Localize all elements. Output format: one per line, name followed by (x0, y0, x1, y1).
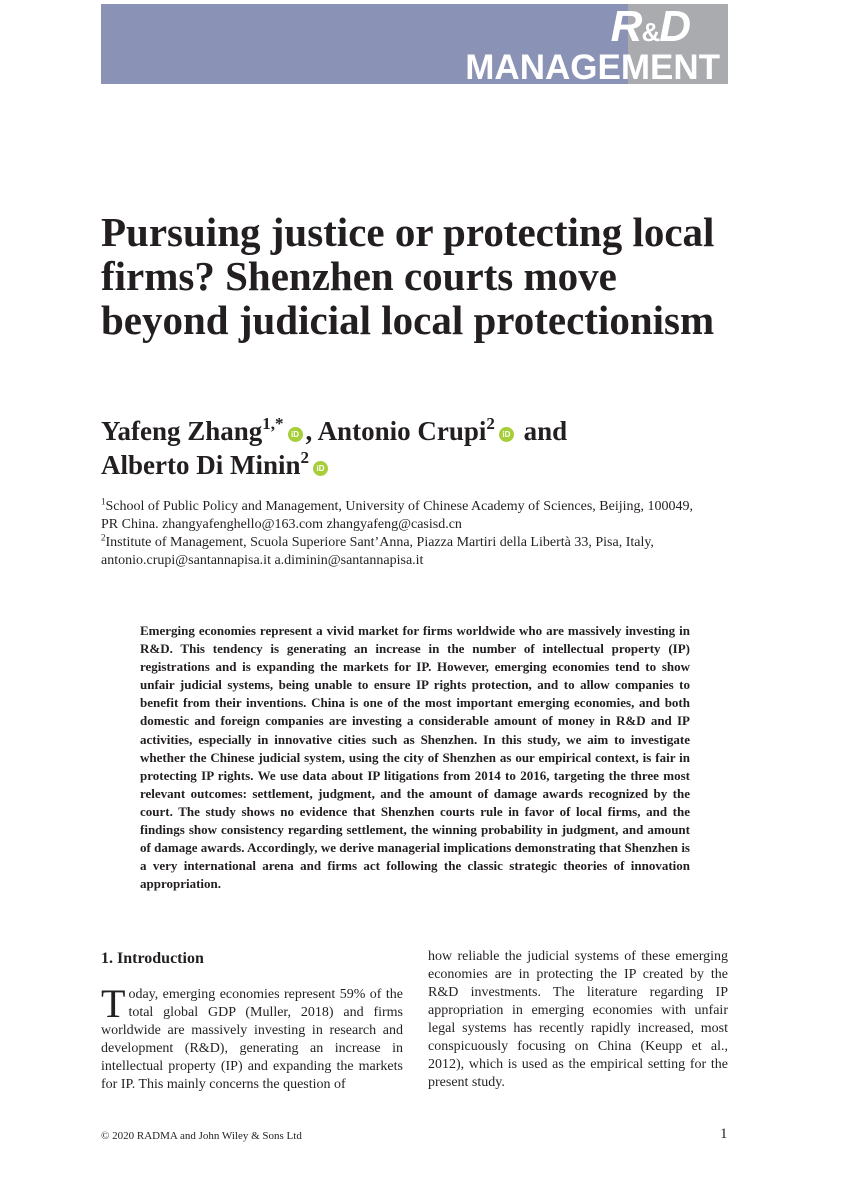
orcid-icon[interactable]: iD (499, 427, 514, 442)
drop-cap: T (101, 981, 126, 1026)
author-list: Yafeng Zhang$^{1,*}$iD , Antonio Crupi$^2$iD and Alberto Di Minin$^2$iD (101, 414, 568, 480)
author-affil-marker: 2 (486, 414, 495, 433)
author-name: Yafeng Zhang (101, 416, 263, 446)
author-affil-marker: 2 (300, 448, 309, 467)
journal-logo-management: MANAGEMENT (465, 48, 720, 84)
section-heading: 1. Introduction (101, 950, 204, 967)
journal-banner (101, 4, 728, 84)
orcid-icon[interactable]: iD (288, 427, 303, 442)
abstract: Emerging economies represent a vivid market for firms worldwide who are massively investing in R&D. This tendency is generating an increase in the number of intellectual property (IP) registrations and is expanding the markets for IP. However, emerging economies tend to show unfair judicial systems, being unable to ensure IP rights protection, and to allow companies to benefit from their inventions. China is one of the most important emerging economies, and both domestic and foreign companies are investing a considerable amount of money in R&D and IP activities, especially in innovative cities such as Shenzhen. In this study, we aim to investigate whether the Chinese judicial system, using the city of Shenzhen as our empirical context, is fair in protecting IP rights. We use data about IP litigations from 2014 to 2016, targeting the three most relevant outcomes: settlement, judgment, and the amount of damage awards recognized by the court. The study shows no evidence that Shenzhen courts rule in favor of local firms, and the findings show consistency regarding settlement, the winning probability in judgment, and amount of damage awards. Accordingly, we derive managerial implications demonstrating that Shenzhen is a very international arena and firms act following the classic strategic theories of innovation appropriation. (140, 623, 690, 892)
journal-logo-rd: R&D (610, 4, 690, 51)
paper-title: Pursuing justice or protecting local firms? Shenzhen courts move beyond judicial local protectionism (101, 209, 715, 343)
body-column-right: how reliable the judicial systems of these emerging economies are in protecting the IP created by the R&D investments. The literature regarding IP appropriation in emerging economies with unfair legal systems has recently rapidly increased, most conspicuously focusing on China (Keupp et al., 2012), which is used as the empirical setting for the present study. (428, 949, 728, 1090)
affiliation-1: $^1$School of Public Policy and Management, University of Chinese Academy of Sciences, Beijing, 100049, PR China. zhangyafenghello@163.com zhangyafeng@casisd.cn (101, 496, 694, 532)
body-column-left: Today, emerging economies represent 59% of the total global GDP (Muller, 2018) and firms worldwide are massively investing in research and development (R&D), generating an increase in intellectual property (IP) and expanding the markets for IP. This mainly concerns the question of (101, 981, 403, 1092)
author-affil-marker: 1,* (262, 414, 284, 433)
affiliation-2: $^2$Institute of Management, Scuola Superiore Sant’Anna, Piazza Martiri della Libertà 33, Pisa, Italy, antonio.crupi@santannapisa.it a.diminin@santannapisa.it (101, 532, 654, 568)
orcid-icon[interactable]: iD (313, 461, 328, 476)
author-name: Antonio Crupi (317, 416, 487, 446)
affiliations (101, 498, 701, 570)
author-name: Alberto Di Minin (101, 450, 301, 480)
page-number: 1 (720, 1126, 728, 1142)
copyright-notice: © 2020 RADMA and John Wiley & Sons Ltd (101, 1130, 302, 1142)
